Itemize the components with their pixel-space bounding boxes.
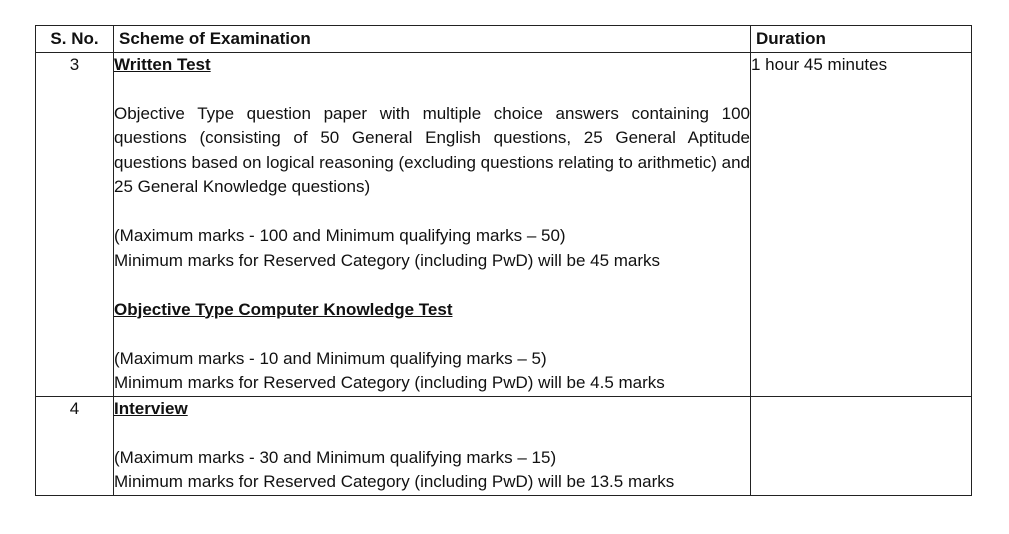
spacer: [114, 322, 750, 347]
row-scheme-cell: [114, 396, 751, 495]
written-test-reserved-marks: Minimum marks for Reserved Category (including PwD) will be 45 marks: [114, 250, 661, 270]
spacer: [114, 77, 750, 102]
spacer: [114, 273, 750, 298]
row-sno: 3: [36, 52, 114, 396]
table-row-written-test: [36, 52, 972, 396]
computer-knowledge-marks: (Maximum marks - 10 and Minimum qualifying marks – 5): [114, 348, 547, 368]
computer-knowledge-heading: Objective Type Computer Knowledge Test: [114, 299, 453, 319]
header-scheme: Scheme of Examination: [114, 26, 751, 53]
interview-reserved-marks: Minimum marks for Reserved Category (including PwD) will be 13.5 marks: [114, 472, 675, 491]
interview-heading: Interview: [114, 398, 188, 418]
table-row-interview: [36, 396, 972, 495]
computer-knowledge-reserved-marks: Minimum marks for Reserved Category (including PwD) will be 4.5 marks: [114, 373, 665, 392]
interview-marks: (Maximum marks - 30 and Minimum qualifying marks – 15): [114, 447, 557, 467]
spacer: [114, 200, 750, 225]
row-sno: 4: [36, 396, 114, 495]
header-sno: S. No.: [36, 26, 114, 53]
written-test-heading: Written Test: [114, 54, 211, 74]
row-duration: 1 hour 45 minutes: [751, 52, 972, 396]
row-scheme-cell: [114, 52, 751, 396]
spacer: [114, 421, 750, 446]
row-duration: [751, 396, 972, 495]
written-test-marks: (Maximum marks - 100 and Minimum qualifying marks – 50): [114, 226, 566, 245]
scheme-of-examination-table: [35, 25, 972, 496]
written-test-description: Objective Type question paper with multiple choice answers containing 100 questions (consisting of 50 General English questions, 25 General Aptitude questions based on logical reasoning (excluding questions relating to arithmetic) and 25 General Knowledge questions): [114, 103, 750, 196]
header-duration: Duration: [751, 26, 972, 53]
table-header-row: [36, 26, 972, 53]
